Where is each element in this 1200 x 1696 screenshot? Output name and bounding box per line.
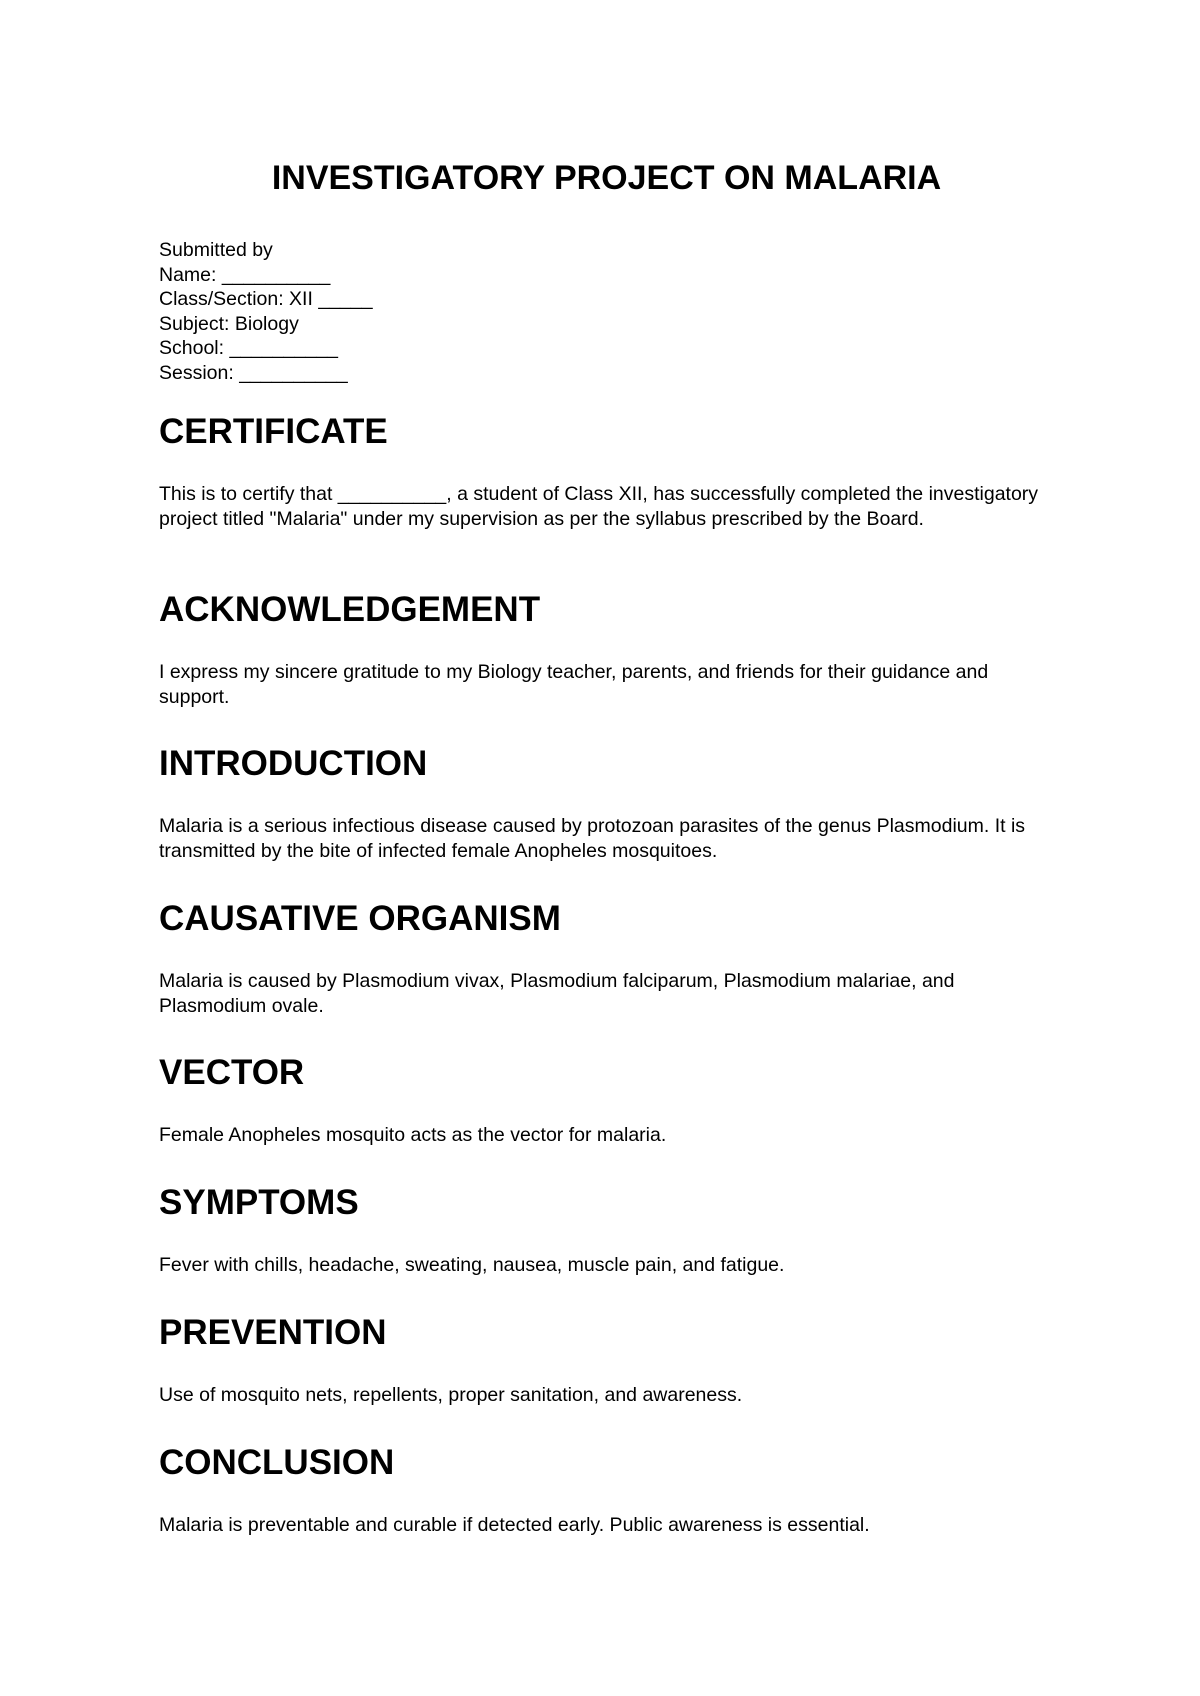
section-heading-introduction: INTRODUCTION — [159, 744, 428, 783]
session-field: Session: __________ — [159, 361, 348, 384]
document-title: INVESTIGATORY PROJECT ON MALARIA — [271, 159, 942, 197]
section-body-conclusion: Malaria is preventable and curable if detected early. Public awareness is essential. — [159, 1514, 870, 1536]
submitted-by-label: Submitted by — [159, 239, 273, 261]
section-body-causative-organism: Malaria is caused by Plasmodium vivax, Plasmodium falciparum, Plasmodium malariae, and Plasmodium ovale. — [159, 970, 955, 1017]
section-body-symptoms: Fever with chills, headache, sweating, nausea, muscle pain, and fatigue. — [159, 1254, 785, 1276]
section-causative-organism — [159, 899, 1059, 1018]
section-acknowledgement — [159, 590, 1059, 709]
section-heading-certificate: CERTIFICATE — [159, 412, 388, 451]
school-field: School: __________ — [159, 337, 338, 359]
name-field: Name: __________ — [159, 263, 331, 286]
section-body-prevention: Use of mosquito nets, repellents, proper sanitation, and awareness. — [159, 1384, 743, 1406]
submission-details — [159, 238, 373, 385]
section-heading-prevention: PREVENTION — [159, 1313, 387, 1352]
section-heading-vector: VECTOR — [159, 1053, 305, 1092]
section-body-introduction: Malaria is a serious infectious disease caused by protozoan parasites of the genus Plasmodium. It is transmitted by the bite of infected female Anopheles mosquitoes. — [159, 815, 1026, 862]
section-heading-symptoms: SYMPTOMS — [159, 1183, 359, 1222]
section-body-certificate: This is to certify that __________, a student of Class XII, has successfully completed the investigatory project titled "Malaria" under my supervision as per the syllabus prescribed by the Board. — [159, 483, 1039, 530]
section-introduction — [159, 744, 1059, 863]
section-body-acknowledgement: I express my sincere gratitude to my Biology teacher, parents, and friends for their guidance and support. — [159, 661, 989, 708]
class-section-field: Class/Section: XII _____ — [159, 288, 373, 310]
section-prevention — [159, 1313, 1059, 1408]
subject-field: Subject: Biology — [159, 312, 299, 335]
section-body-vector: Female Anopheles mosquito acts as the vector for malaria. — [159, 1124, 667, 1146]
section-heading-acknowledgement: ACKNOWLEDGEMENT — [159, 590, 541, 629]
section-heading-causative-organism: CAUSATIVE ORGANISM — [159, 899, 561, 938]
section-heading-conclusion: CONCLUSION — [159, 1443, 395, 1482]
section-vector — [159, 1053, 1059, 1148]
section-conclusion — [159, 1443, 1059, 1538]
section-certificate — [159, 412, 1059, 531]
section-symptoms — [159, 1183, 1059, 1278]
